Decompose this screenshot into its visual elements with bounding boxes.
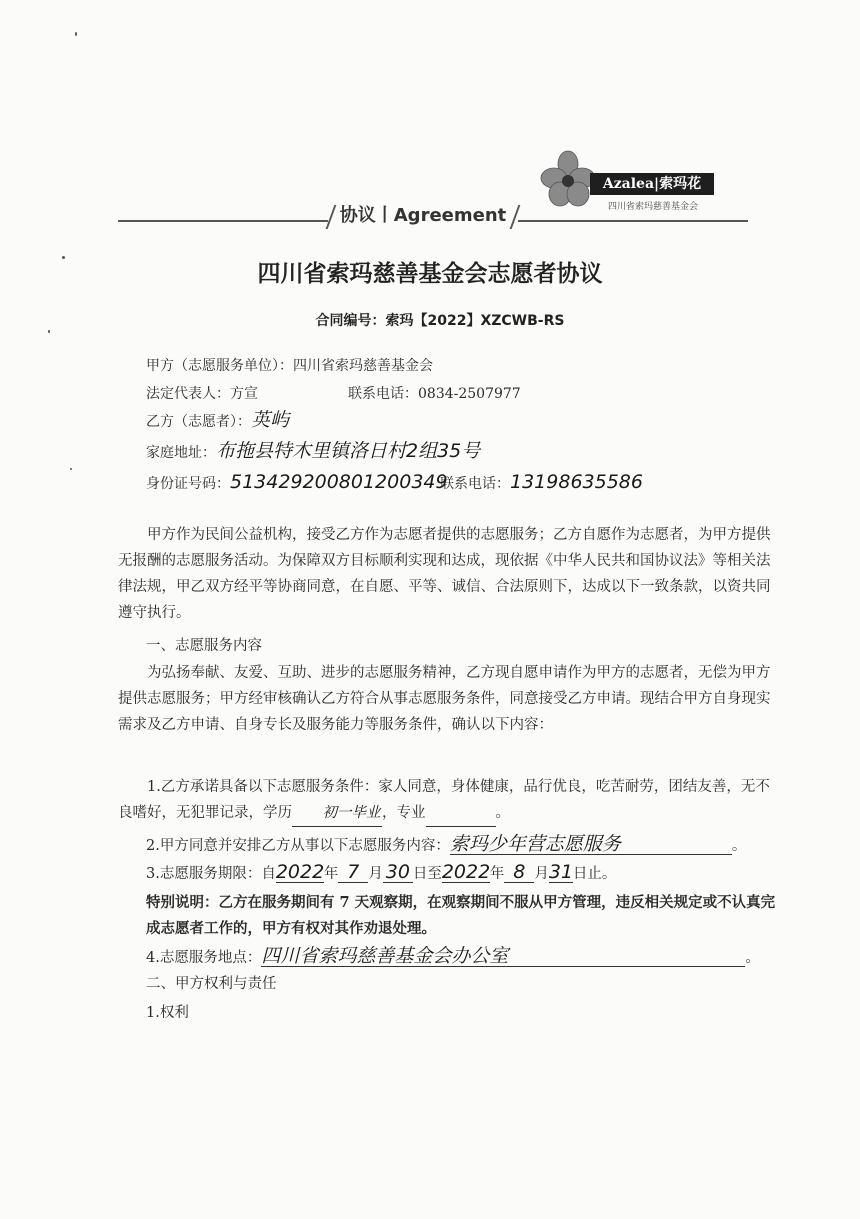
special-note: 特别说明：乙方在服务期间有 7 天观察期，在观察期间不服从甲方管理，违反相关规定或不认真完成志愿者工作的，甲方有权对其作劝退处理。 [146,894,776,937]
party-b-line [146,410,289,432]
logo-banner: Azalea|索玛花 [590,173,714,195]
intro-paragraph: 甲方作为民间公益机构，接受乙方作为志愿者提供的志愿服务；乙方自愿作为志愿者，为甲方提供无报酬的志愿服务活动。为保障双方目标顺利实现和达成，现依据《中华人民共和国协议法》等相关法律法规，甲乙双方经平等协商同意，在自愿、平等、诚信、合法原则下，达成以下一致条款，以资共同遵守执行。 [118,527,771,621]
rep-name: 方宣 [230,386,258,402]
address-line [146,441,480,463]
party-a-phone: 0834-2507977 [418,386,521,402]
party-a-name: 四川省索玛慈善基金会 [293,358,433,374]
start-month: 7 [338,862,368,883]
party-a-rep-line [146,384,258,404]
section1-heading: 一、志愿服务内容 [146,638,262,654]
party-b-phone-label: 联系电话： [440,476,510,492]
item2-end: 。 [731,838,747,854]
start-day: 30 [383,862,413,883]
item3-text: 3.志愿服务期限：自 [146,866,276,882]
year-unit: 年 [323,866,339,882]
section2-heading: 二、甲方权利与责任 [146,976,277,992]
rep-label: 法定代表人： [146,386,230,402]
item4-text: 4.志愿服务地点： [146,950,262,966]
month-unit: 月 [368,866,383,882]
address-handwritten: 布拖县特木里镇洛日村2组35号 [216,440,481,462]
service-content-handwritten: 索玛少年营志愿服务 [450,834,732,855]
party-a-phone-label: 联系电话： [348,386,418,402]
item4-end: 。 [745,950,760,966]
item2-text: 2.甲方同意并安排乙方从事以下志愿服务内容： [146,838,450,854]
service-location-handwritten: 四川省索玛慈善基金会办公室 [261,946,745,967]
year-unit-2: 年 [489,866,505,882]
item1-end: 。 [495,805,510,821]
party-b-phone-handwritten: 13198635586 [510,471,643,493]
item2 [146,834,746,856]
contract-number: 合同编号：索玛【2022】XZCWB-RS [315,313,565,329]
party-a-phone-line [348,384,521,404]
party-a-label: 甲方（志愿服务单位）： [146,358,293,374]
stop-text: 日止。 [572,866,617,882]
section1-paragraph: 为弘扬奉献、友爱、互助、进步的志愿服务精神，乙方现自愿申请作为甲方的志愿者，无偿为甲方提供志愿服务；甲方经审核确认乙方符合从事志愿服务条件，同意接受乙方申请。现结合甲方自身现实需求及乙方申请、自身专长及服务能力等服务条件，确认以下内容： [118,665,771,733]
party-b-phone-line [440,472,643,494]
id-number-handwritten: 513429200801200349 [230,471,448,493]
major-label: ，专业 [382,805,426,821]
item1-text: 1.乙方承诺具备以下志愿服务条件：家人同意，身体健康，品行优良，吃苦耐劳，团结友善，无不良嗜好，无犯罪记录，学历 [118,779,770,821]
education-handwritten: 初一毕业 [292,800,382,827]
item1 [118,774,778,827]
header-tab: 协议丨Agreement [328,201,518,231]
to-text: 日至 [412,866,442,882]
party-a-line [146,356,433,376]
party-b-name-handwritten: 英屿 [251,409,290,431]
item3 [146,862,616,884]
address-label: 家庭地址： [146,445,216,461]
end-month: 8 [504,862,534,883]
document-title: 四川省索玛慈善基金会志愿者协议 [257,261,603,287]
major-blank [426,800,496,827]
end-year: 2022 [441,861,491,883]
party-b-label: 乙方（志愿者）： [146,414,251,430]
section2-rights: 1.权利 [146,1005,189,1021]
logo-subtitle: 四川省索玛慈善基金会 [607,202,698,212]
end-day: 31 [548,861,574,883]
id-line [146,472,448,494]
item4 [146,946,760,968]
start-year: 2022 [275,861,325,883]
month-unit-2: 月 [534,866,549,882]
id-label: 身份证号码： [146,476,230,492]
